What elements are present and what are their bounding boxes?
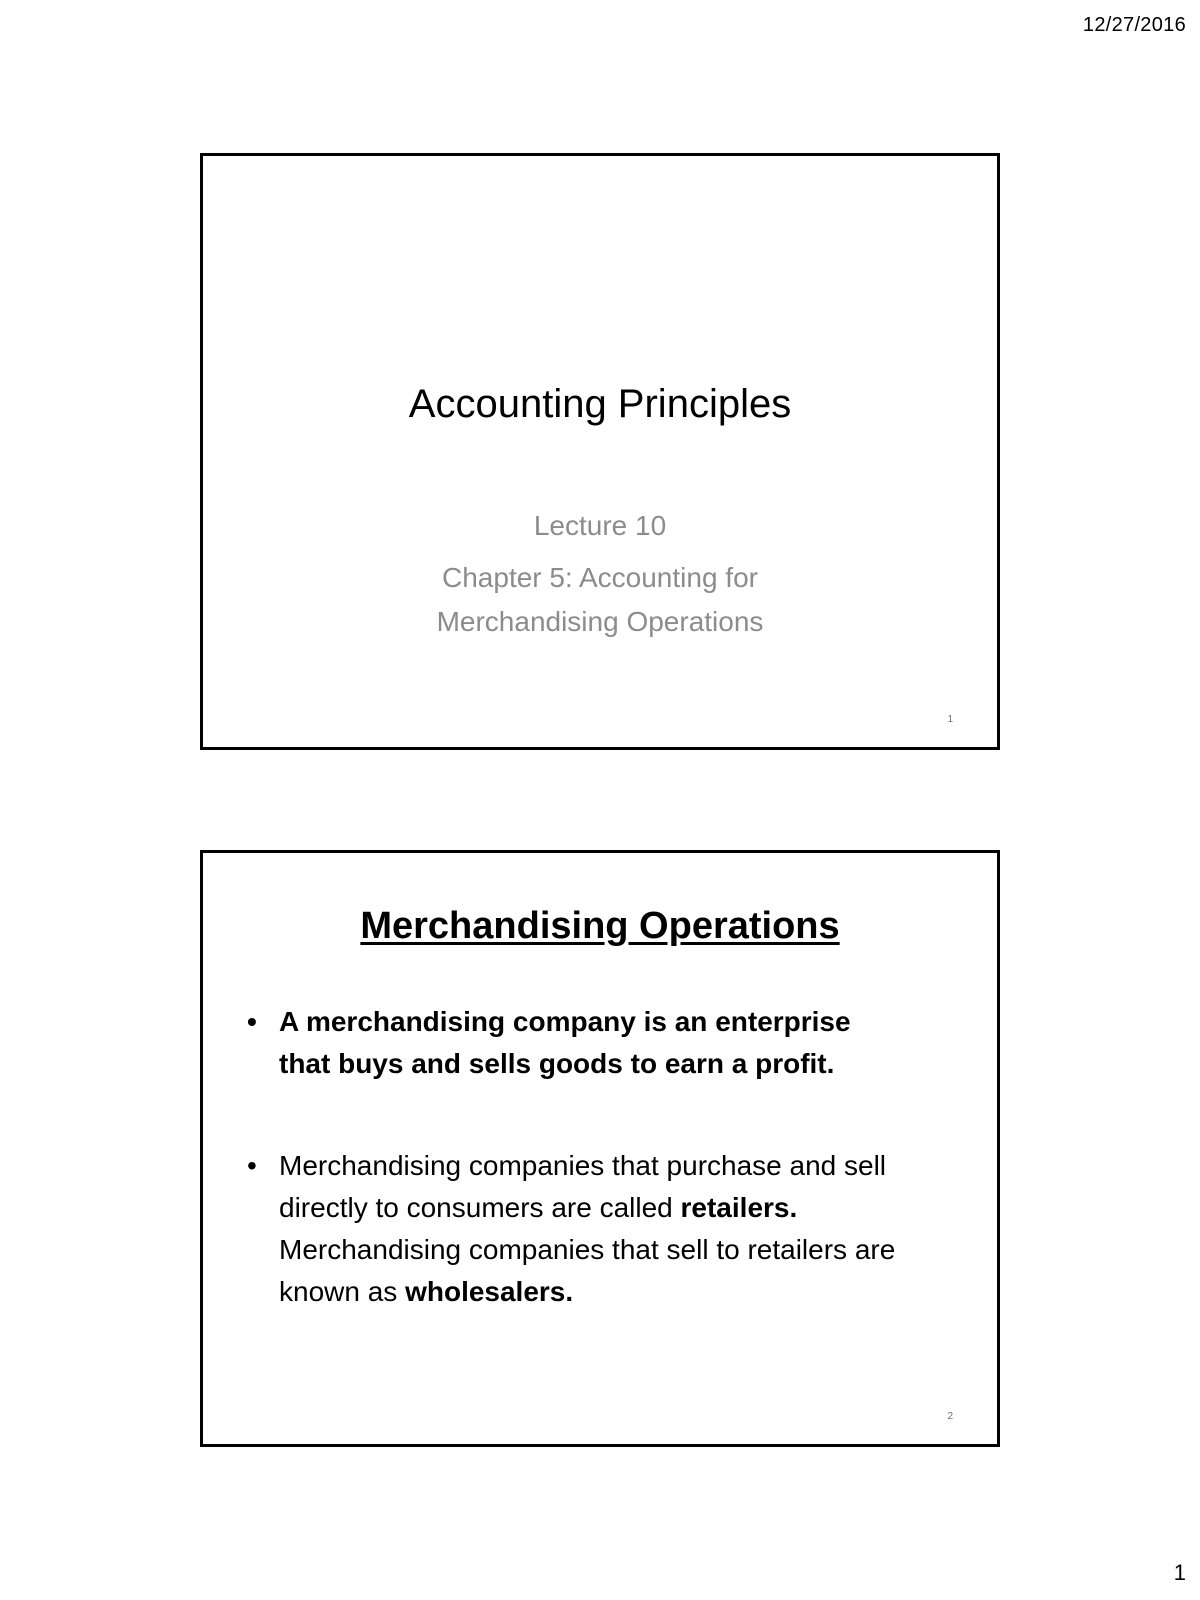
bullet-text-part-2: Merchandising companies that sell to retailers are known as [279,1234,896,1307]
slide-2 [200,850,1000,1447]
bullet-list [247,1001,947,1313]
slide-subtitle [203,504,997,644]
page-date: 12/27/2016 [1082,14,1186,36]
slide-title: Accounting Principles [408,382,792,426]
bullet-icon: • [247,1006,257,1037]
chapter-title-line-2: Merchandising Operations [436,606,764,637]
bullet-item-definition [247,1001,947,1085]
wholesalers-term: wholesalers. [405,1276,574,1307]
bullet-text-line-2: that buys and sells goods to earn a profit. [279,1048,835,1079]
slide-number: 1 [947,714,953,725]
page-number: 1 [1173,1560,1186,1585]
slide-1 [200,153,1000,750]
lecture-number: Lecture 10 [533,510,667,541]
bullet-item-types [247,1145,947,1313]
chapter-title-line-1: Chapter 5: Accounting for [442,562,758,593]
bullet-icon: • [247,1150,257,1181]
bullet-text-part-1: Merchandising companies that purchase and sell directly to consumers are called [279,1150,887,1223]
slide-heading: Merchandising Operations [360,905,840,947]
slide-number: 2 [947,1411,953,1422]
retailers-term: retailers. [680,1192,798,1223]
bullet-text-line-1: A merchandising company is an enterprise [279,1006,851,1037]
